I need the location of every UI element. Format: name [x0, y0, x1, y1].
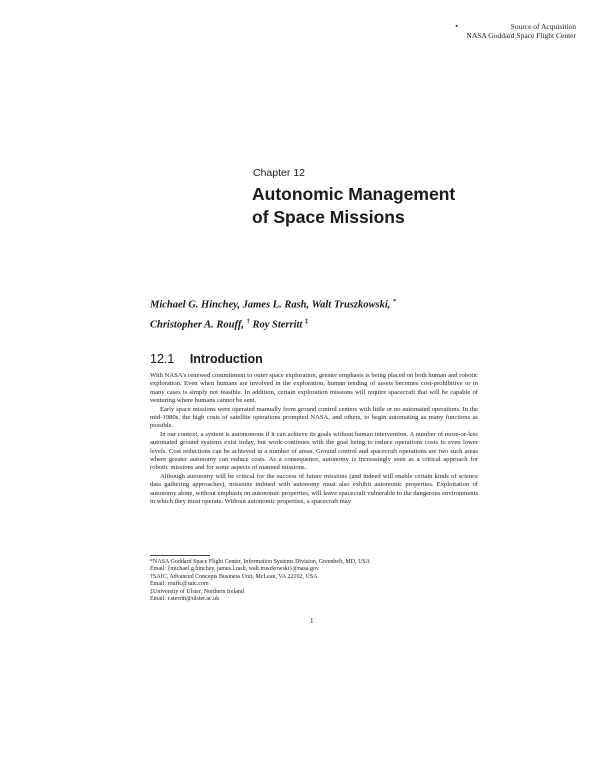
footnote: *NASA Goddard Space Flight Center, Information Systems Division, Greenbelt, MD, USA — [150, 559, 371, 565]
paragraph: Early space missions were operated manually from ground control centers with little or no automated operations. In the mid-1980s, the high costs of satellite operations prompted NASA, and others, to begin automating as many functions as possible. — [150, 405, 478, 430]
affiliation-mark: ‡ — [304, 317, 309, 325]
paragraph: Although autonomy will be critical for the success of future missions (and indeed will enable certain kinds of science data gathering approaches), missions imbued with autonomy must also exhibit autonomic properties. Exploitation of autonomy alone, without emphasis on autonomic properties, will leave spacecraft vulnerable to the dangerous environments in which they must operate. Without autonomic properties, a spacecraft may — [150, 472, 478, 506]
chapter-title-line-2: of Space Missions — [252, 207, 405, 227]
source-line-1: Source of Acquisition — [510, 22, 576, 31]
footnote: †SAIC, Advanced Concepts Business Unit, McLean, VA 22102, USA — [150, 573, 318, 580]
footnotes — [150, 559, 478, 603]
affiliation-mark: * — [392, 298, 397, 305]
author-line-2 — [150, 314, 480, 334]
body-text — [150, 372, 478, 507]
section-title: Introduction — [189, 352, 263, 366]
author-rouff: Christopher A. Rouff, — [150, 319, 244, 330]
author-list — [150, 294, 480, 333]
authors-first-line: Michael G. Hinchey, James L. Rash, Walt Truszkowski, — [150, 299, 391, 311]
chapter-title — [252, 183, 455, 229]
section-heading — [150, 352, 263, 366]
chapter-title-line-1: Autonomic Management — [252, 184, 456, 204]
footnote: Email: {michael.g.hinchey, james.l.rash, walt.truszkowski}@nasa.gov — [150, 566, 320, 573]
page-number: 1 — [310, 617, 314, 625]
affiliation-mark: † — [246, 317, 250, 325]
paragraph: With NASA's renewed commitment to outer space exploration, greater emphasis is being placed on both human and robotic exploration. Even when humans are involved in the exploration, human tending of assets becomes cost-prohibitive or in many cases is simply not feasible. In addition, certain exploration missions will require spacecraft that will be capable of venturing where humans cannot be sent. — [150, 372, 478, 405]
author-sterritt: Roy Sterritt — [252, 319, 303, 330]
footnote: Email: rouffc@saic.com — [150, 581, 209, 588]
section-number: 12.1 — [150, 352, 175, 366]
bullet-mark: ▪ — [455, 22, 458, 30]
source-of-acquisition — [455, 22, 576, 40]
footnote: ‡University of Ulster, Northern Ireland — [150, 588, 244, 595]
chapter-label: Chapter 12 — [253, 167, 305, 179]
paragraph: In our context, a system is autonomous if it can achieve its goals without human intervention. A number of more-or-less automated ground systems exist today, but work continues with the goal being to reduce operations costs to even lower levels. Cost reductions can be achieved in a number of areas. Ground control and spacecraft operations are two such areas where greater autonomy can reduce costs. As a consequence, autonomy is increasingly seen as a critical approach for robotic missions and for some aspects of manned missions. — [150, 430, 478, 472]
source-line-2: NASA Goddard Space Flight Center — [466, 31, 576, 40]
footnote: Email: r.sterritt@ulster.ac.uk — [150, 596, 220, 603]
footnote-rule — [150, 555, 210, 556]
author-line-1 — [150, 294, 480, 314]
